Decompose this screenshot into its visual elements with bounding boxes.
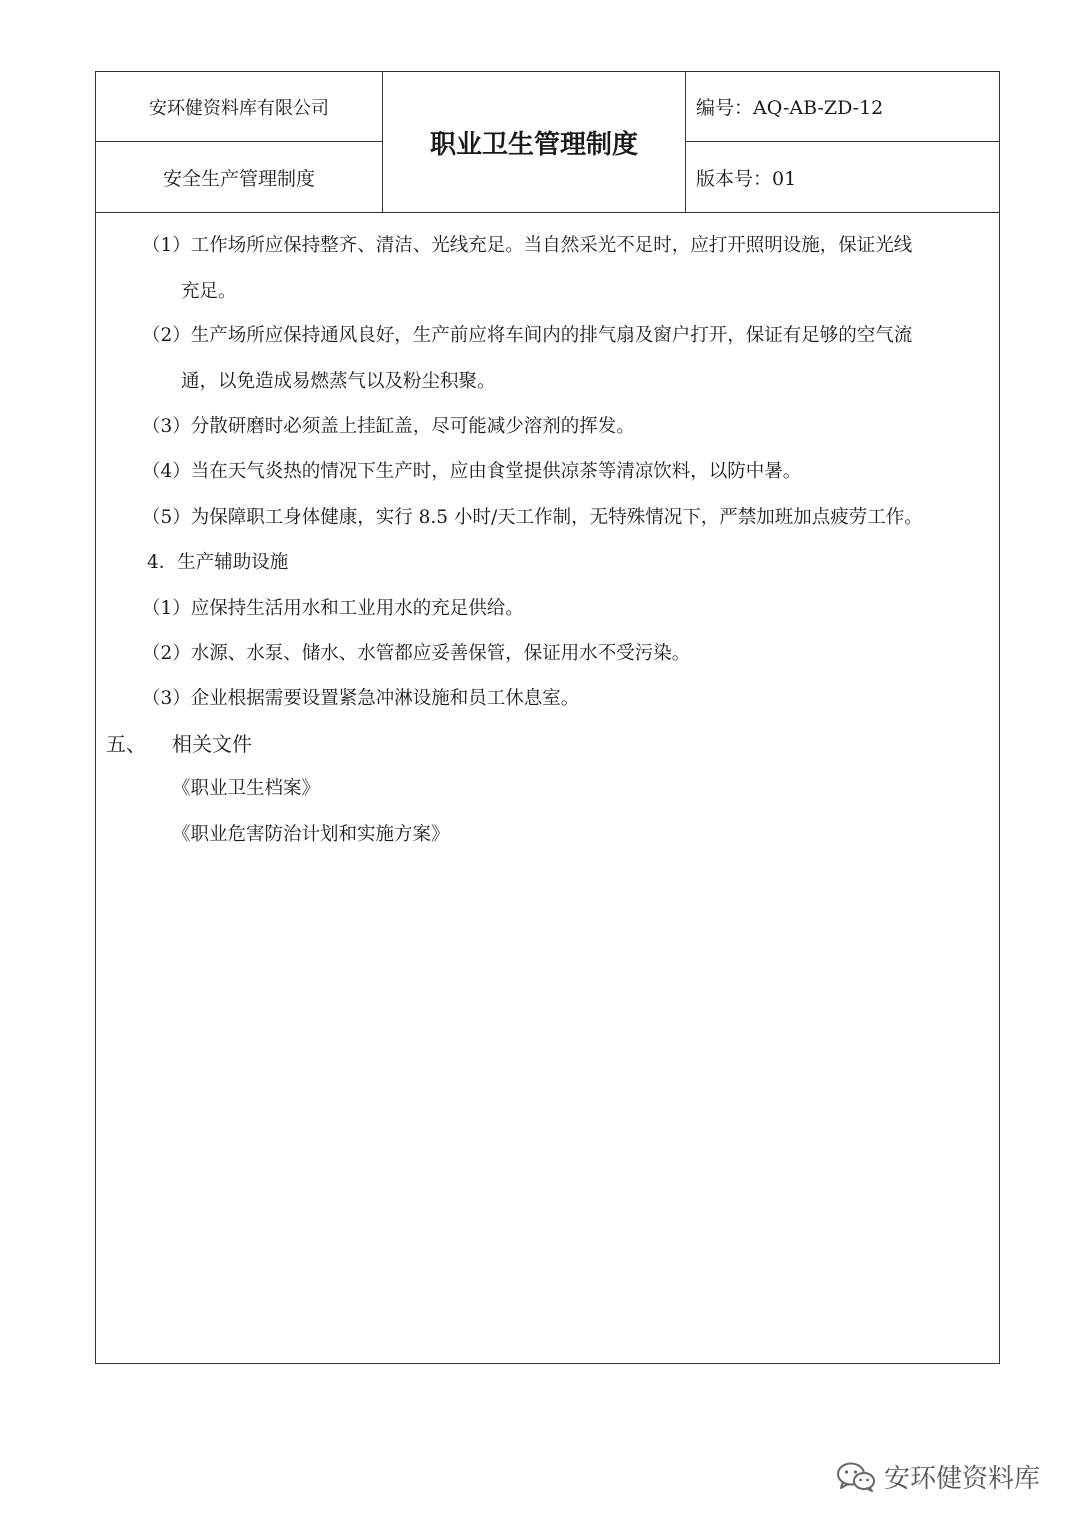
document-number: 编号：AQ-AB-ZD-12 (686, 72, 999, 142)
sec4-item1: （1）应保持生活用水和工业用水的充足供给。 (142, 598, 524, 619)
document-frame (95, 71, 1000, 1364)
sec4-item3: （3）企业根据需要设置紧急冲淋设施和员工休息室。 (142, 688, 580, 709)
item4: （4）当在天气炎热的情况下生产时，应由食堂提供凉茶等清凉饮料，以防中暑。 (142, 461, 802, 482)
related-doc-1: 《职业卫生档案》 (172, 778, 321, 799)
item2-line1: （2）生产场所应保持通风良好，生产前应将车间内的排气扇及窗户打开，保证有足够的空气流 (142, 325, 913, 346)
item1-line2: 充足。 (181, 281, 237, 302)
item1-line1: （1）工作场所应保持整齐、清洁、光线充足。当自然采光不足时，应打开照明设施，保证光线 (142, 235, 913, 256)
item2-line2: 通，以免造成易燃蒸气以及粉尘积聚。 (181, 371, 496, 392)
section5-title: 相关文件 (172, 732, 252, 756)
section5-number: 五、 (106, 732, 146, 756)
item3: （3）分散研磨时必须盖上挂缸盖，尽可能减少溶剂的挥发。 (142, 416, 635, 437)
related-doc-2: 《职业危害防治计划和实施方案》 (172, 824, 450, 845)
company-name: 安环健资料库有限公司 (96, 72, 383, 142)
item5: （5）为保障职工身体健康，实行 8.5 小时/天工作制，无特殊情况下，严禁加班加点疲劳工作。 (142, 507, 923, 528)
sec4-item2: （2）水源、水泵、储水、水管都应妥善保管，保证用水不受污染。 (142, 643, 691, 664)
document-category: 安全生产管理制度 (96, 142, 383, 212)
document-title: 职业卫生管理制度 (383, 72, 686, 212)
watermark-text: 安环健资料库 (884, 1464, 1041, 1494)
version-number: 版本号：01 (696, 167, 797, 190)
wechat-icon (836, 1461, 876, 1493)
watermark (836, 1458, 1040, 1495)
section4-heading: 4．生产辅助设施 (147, 552, 289, 573)
document-header (96, 72, 999, 213)
